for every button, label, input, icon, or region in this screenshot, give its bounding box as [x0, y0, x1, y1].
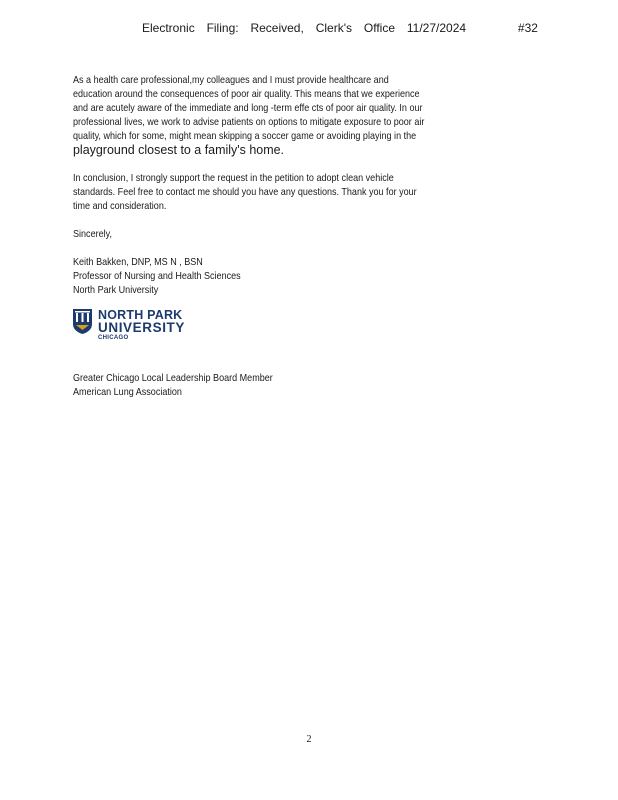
- header-word: Clerk's: [315, 21, 352, 35]
- text-line: In conclusion, I strongly support the request in the petition to adopt clean vehicle: [73, 172, 394, 184]
- paragraph-conclusion: [73, 171, 527, 213]
- header-word: Electronic: [142, 21, 195, 35]
- page-number: 2: [306, 734, 312, 745]
- text-line: As a health care professional,my colleagues and I must provide healthcare and: [73, 74, 389, 86]
- signature-block: [73, 255, 464, 297]
- affiliation-block: [73, 371, 464, 399]
- text-line: professional lives, we work to advise patients on options to mitigate exposure to poor air: [73, 116, 425, 128]
- text-line: education around the consequences of poor air quality. This means that we experience: [73, 88, 420, 100]
- text-line: time and consideration.: [73, 200, 167, 212]
- header-word: Office: [363, 21, 395, 35]
- north-park-university-logo: [73, 309, 193, 343]
- affiliation-org: American Lung Association: [73, 386, 182, 398]
- signer-institution: North Park University: [73, 284, 159, 296]
- header-word: Received,: [250, 21, 304, 35]
- logo-text-university: UNIVERSITY: [98, 320, 186, 335]
- document-number: #32: [517, 21, 538, 35]
- text-line: quality, which for some, might mean skipping a soccer game or avoiding playing in the: [73, 130, 417, 142]
- text-line: standards. Feel free to contact me should you have any questions. Thank you for your: [73, 186, 417, 198]
- text-line: playground closest to a family's home.: [73, 143, 285, 157]
- text-line: and are acutely aware of the immediate and long -term effe cts of poor air quality. In our: [73, 102, 423, 114]
- closing-text: Sincerely,: [73, 228, 112, 240]
- header-date: 11/27/2024: [406, 21, 467, 35]
- header-word: Filing:: [206, 21, 239, 35]
- closing: [73, 227, 464, 241]
- logo-text-chicago: CHICAGO: [98, 335, 129, 341]
- affiliation-role: Greater Chicago Local Leadership Board Member: [73, 372, 273, 384]
- filing-header: [142, 21, 538, 37]
- signer-title: Professor of Nursing and Health Sciences: [73, 270, 241, 282]
- logo-text-north-park: NORTH PARK: [98, 308, 183, 322]
- signer-name: Keith Bakken, DNP, MS N , BSN: [73, 256, 203, 268]
- paragraph-concern: [73, 73, 527, 158]
- shield-icon: [73, 309, 92, 334]
